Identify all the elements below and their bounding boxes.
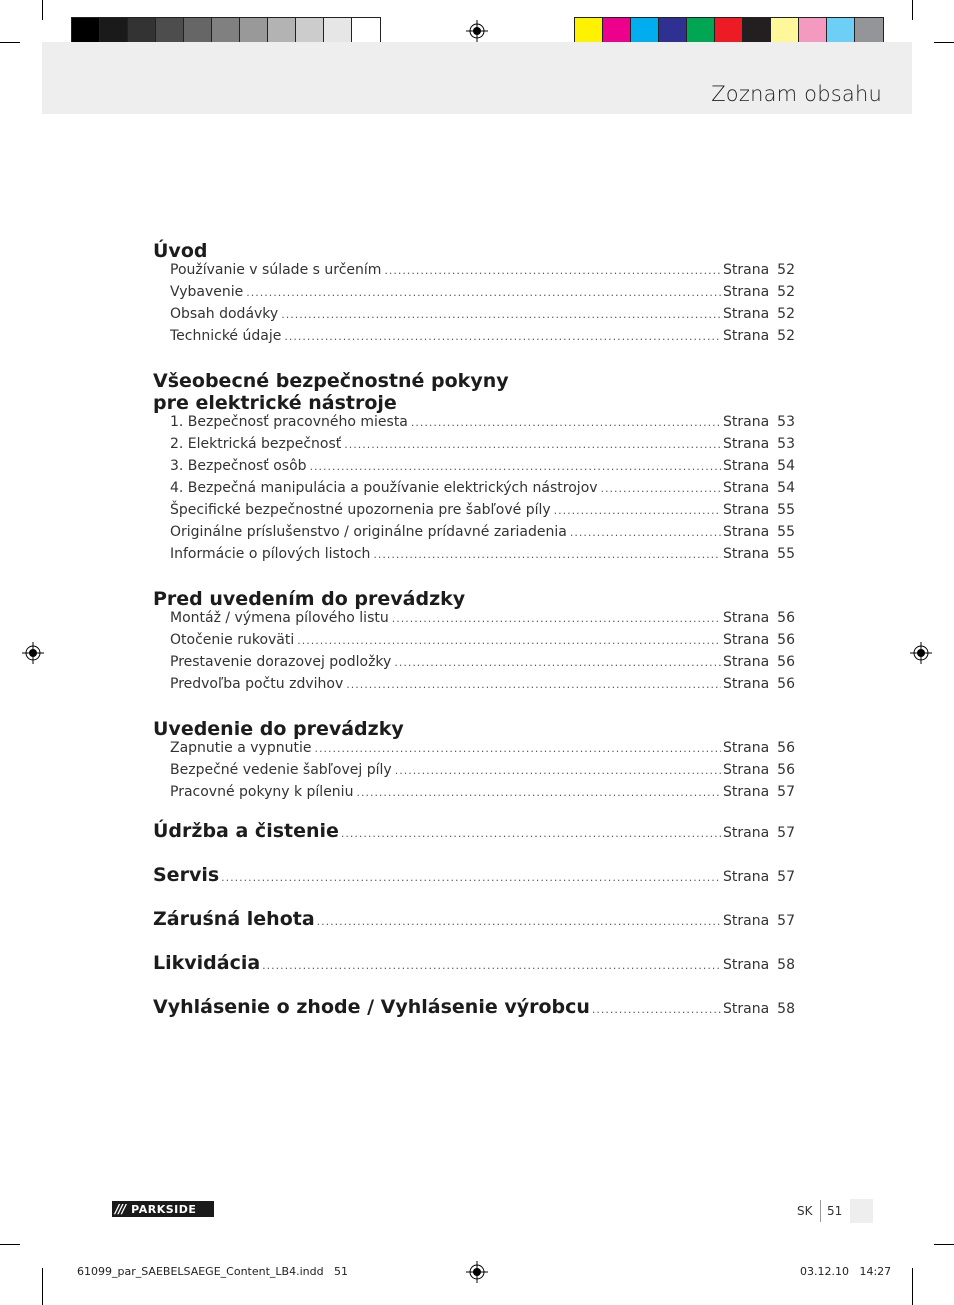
page-ref: 53 [777,414,795,430]
strana-label: Strana [723,284,770,300]
strana-label: Strana [723,654,770,670]
leader-dots [373,548,721,561]
toc-entry[interactable] [153,676,795,698]
language-code: SK [797,1204,813,1218]
toc-entry-label: Montáž / výmena pílového listu [170,610,389,626]
toc-section-title: Pred uvedením do prevádzky [153,588,466,610]
toc-main-entry-label: Záruśná lehota [153,908,315,930]
toc-section-title: Všeobecné bezpečnostné pokyny [153,370,509,392]
page-ref: 55 [777,524,795,540]
registration-mark-icon [910,642,932,664]
page-title: Zoznam obsahu [711,82,882,106]
page-ref: 57 [777,869,795,885]
toc-entry[interactable] [153,306,795,328]
slug-filename: 61099_par_SAEBELSAEGE_Content_LB4.indd 51 [77,1265,349,1278]
strana-label: Strana [723,869,770,885]
crop-mark [42,0,43,20]
strana-label: Strana [723,825,770,841]
toc-entry[interactable] [153,436,795,458]
leader-dots [570,526,721,539]
page-ref: 56 [777,762,795,778]
page-ref: 54 [777,480,795,496]
toc-main-entry[interactable] [153,850,795,894]
parkside-logo [112,1201,214,1217]
crop-mark [42,1268,43,1305]
leader-dots [297,634,721,647]
toc-entry[interactable] [153,654,795,676]
toc-main-entry-label: Vyhlásenie o zhode / Vyhlásenie výrobcu [153,996,590,1018]
leader-dots [246,286,721,299]
crop-mark [934,1244,954,1245]
toc-main-entry[interactable] [153,806,795,850]
toc-entry[interactable] [153,328,795,350]
page-ref: 55 [777,546,795,562]
crop-mark [0,42,20,43]
page-ref: 58 [777,957,795,973]
toc-entry[interactable] [153,480,795,502]
page-ref: 57 [777,784,795,800]
toc-section-title-continued: pre elektrické nástroje [153,392,397,414]
leader-dots [356,786,721,799]
toc-entry[interactable] [153,262,795,284]
toc-entry-label: Predvoľba počtu zdvihov [170,676,344,692]
page-ref: 56 [777,610,795,626]
toc-entry-label: 4. Bezpečná manipulácia a používanie elektrických nástrojov [170,480,598,496]
page-ref: 56 [777,676,795,692]
page-ref: 56 [777,654,795,670]
toc-section-title: Uvedenie do prevádzky [153,718,404,740]
toc-entry[interactable] [153,284,795,306]
toc-entry-label: Obsah dodávky [170,306,279,322]
strana-label: Strana [723,524,770,540]
page-number: 51 [827,1204,843,1218]
toc-entry-label: Bezpečné vedenie šabľovej píly [170,762,392,778]
page-ref: 56 [777,632,795,648]
crop-mark [912,1268,913,1305]
leader-dots [317,915,721,928]
leader-dots [592,1003,721,1016]
toc-main-entry-label: Údržba a čistenie [153,820,339,842]
page-ref: 52 [777,284,795,300]
leader-dots [344,438,721,451]
toc-entry-label: Originálne príslušenstvo / originálne prídavné zariadenia [170,524,567,540]
toc-entry-label: Pracovné pokyny k píleniu [170,784,354,800]
page-ref: 52 [777,306,795,322]
registration-mark-icon [22,642,44,664]
registration-mark-icon [466,20,488,42]
toc-entry-label: Vybavenie [170,284,244,300]
leader-dots [314,742,721,755]
strana-label: Strana [723,610,770,626]
strana-label: Strana [723,740,770,756]
leader-dots [554,504,721,517]
toc-main-entry[interactable] [153,894,795,938]
leader-dots [394,656,721,669]
page-ref: 53 [777,436,795,452]
strana-label: Strana [723,328,770,344]
toc-main-entry-label: Likvidácia [153,952,261,974]
leader-dots [284,330,721,343]
toc-entry-label: Zapnutie a vypnutie [170,740,312,756]
slug-date: 03.12.10 14:27 [800,1265,892,1278]
strana-label: Strana [723,913,770,929]
strana-label: Strana [723,676,770,692]
logo-text: PARKSIDE [131,1202,197,1216]
toc-section-title: Úvod [153,240,208,262]
crop-mark [934,42,954,43]
toc-entry[interactable] [153,632,795,654]
toc-entry[interactable] [153,414,795,436]
crop-mark [912,0,913,20]
strana-label: Strana [723,414,770,430]
strana-label: Strana [723,1001,770,1017]
toc-entry[interactable] [153,502,795,524]
toc-main-entry-label: Servis [153,864,220,886]
leader-dots [411,416,721,429]
table-of-contents [153,240,795,1026]
strana-label: Strana [723,306,770,322]
leader-dots [384,264,721,277]
strana-label: Strana [723,784,770,800]
leader-dots [221,871,721,884]
toc-entry-label: Otočenie rukoväti [170,632,295,648]
strana-label: Strana [723,632,770,648]
toc-entry[interactable] [153,524,795,546]
toc-entry-label: Používanie v súlade s určením [170,262,382,278]
strana-label: Strana [723,436,770,452]
logo-stripes-icon: /// [115,1202,126,1216]
toc-main-entry[interactable] [153,982,795,1026]
strana-label: Strana [723,262,770,278]
leader-dots [601,482,721,495]
toc-entry-label: 1. Bezpečnosť pracovného miesta [170,414,408,430]
leader-dots [346,678,721,691]
toc-entry[interactable] [153,784,795,806]
crop-mark [0,1244,20,1245]
strana-label: Strana [723,957,770,973]
toc-entry-label: Informácie o pílových listoch [170,546,371,562]
registration-mark-icon [466,1261,488,1283]
page-tab [850,1199,873,1223]
strana-label: Strana [723,480,770,496]
toc-entry[interactable] [153,546,795,568]
toc-entry-label: Technické údaje [170,328,282,344]
strana-label: Strana [723,458,770,474]
toc-entry-label: 2. Elektrická bezpečnosť [170,436,342,452]
toc-entry-label: 3. Bezpečnosť osôb [170,458,307,474]
toc-entry[interactable] [153,740,795,762]
strana-label: Strana [723,502,770,518]
toc-entry-label: Špecifické bezpečnostné upozornenia pre šabľové píly [170,502,551,518]
page-ref: 58 [777,1001,795,1017]
page-ref: 56 [777,740,795,756]
toc-entry[interactable] [153,762,795,784]
strana-label: Strana [723,546,770,562]
leader-dots [310,460,721,473]
leader-dots [395,764,721,777]
page-ref: 54 [777,458,795,474]
divider [820,1200,821,1222]
leader-dots [392,612,721,625]
leader-dots [262,959,721,972]
toc-main-entry[interactable] [153,938,795,982]
strana-label: Strana [723,762,770,778]
page-ref: 57 [777,825,795,841]
toc-entry[interactable] [153,458,795,480]
page-ref: 52 [777,328,795,344]
leader-dots [281,308,721,321]
page-ref: 57 [777,913,795,929]
page-ref: 55 [777,502,795,518]
leader-dots [341,827,721,840]
toc-entry[interactable] [153,610,795,632]
page-ref: 52 [777,262,795,278]
toc-entry-label: Prestavenie dorazovej podložky [170,654,392,670]
